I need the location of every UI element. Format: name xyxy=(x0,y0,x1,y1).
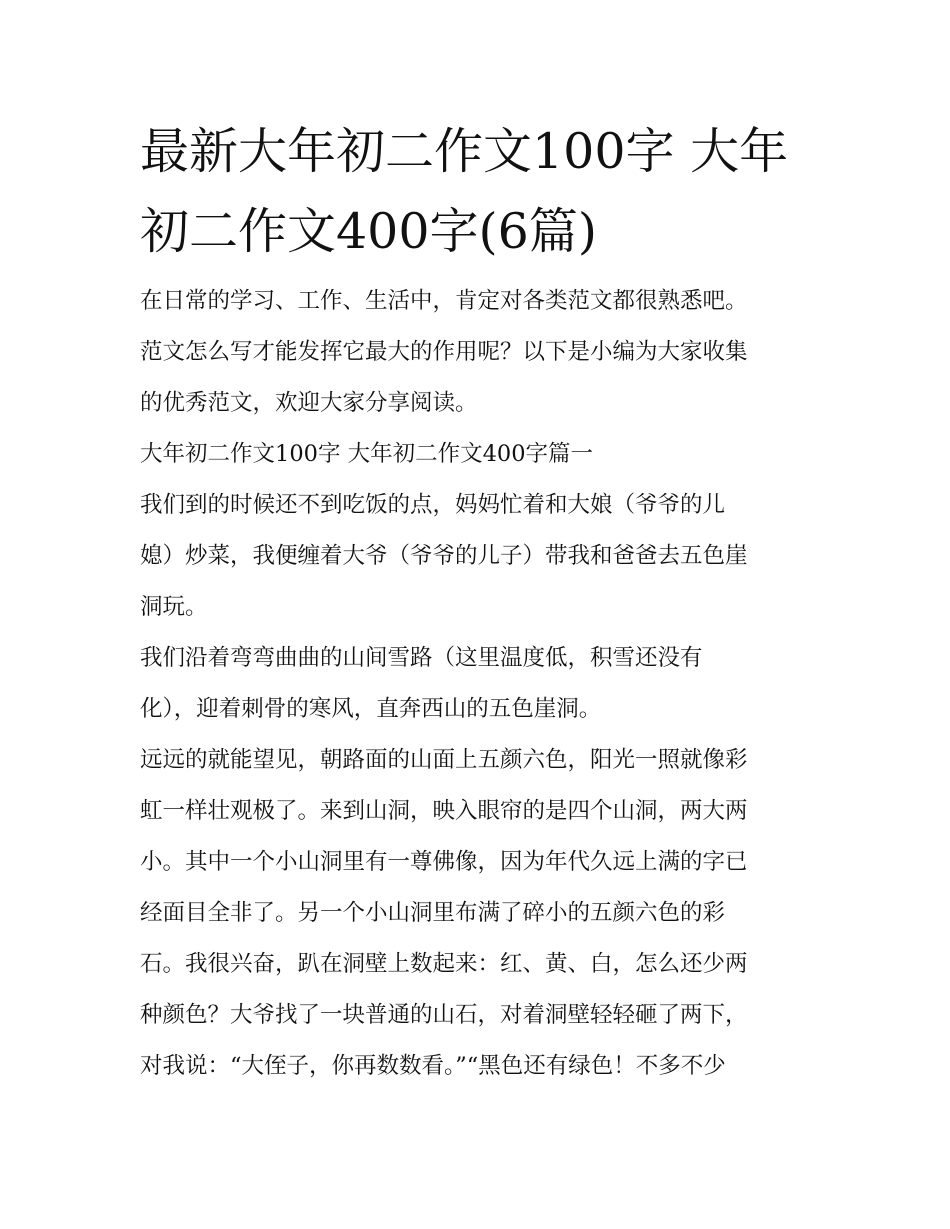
title-line-1: 最新大年初二作文100字 大年 xyxy=(140,123,789,180)
intro-line-1: 在日常的学习、工作、生活中，肯定对各类范文都很熟悉吧。 xyxy=(140,288,748,314)
document-title xyxy=(140,112,820,272)
paragraph-3-line-1: 远远的就能望见，朝路面的山面上五颜六色，阳光一照就像彩 xyxy=(140,747,748,773)
paragraph-3-line-4: 经面目全非了。另一个小山洞里布满了碎小的五颜六色的彩 xyxy=(140,900,726,926)
paragraph-2-line-1: 我们沿着弯弯曲曲的山间雪路（这里温度低，积雪还没有 xyxy=(140,645,703,671)
paragraph-1-line-2: 媳）炒菜，我便缠着大爷（爷爷的儿子）带我和爸爸去五色崖 xyxy=(140,543,748,569)
paragraph-3-line-2: 虹一样壮观极了。来到山洞，映入眼帘的是四个山洞，两大两 xyxy=(140,798,748,824)
intro-line-2: 范文怎么写才能发挥它最大的作用呢？以下是小编为大家收集 xyxy=(140,339,748,365)
section-heading: 大年初二作文100字 大年初二作文400字篇一 xyxy=(140,441,594,467)
paragraph-1-line-1: 我们到的时候还不到吃饭的点，妈妈忙着和大娘（爷爷的儿 xyxy=(140,492,726,518)
paragraph-3-line-6: 种颜色？大爷找了一块普通的山石，对着洞壁轻轻砸了两下， xyxy=(140,1002,748,1028)
intro-line-3: 的优秀范文，欢迎大家分享阅读。 xyxy=(140,390,478,416)
paragraph-3-line-5: 石。我很兴奋，趴在洞壁上数起来：红、黄、白，怎么还少两 xyxy=(140,951,748,977)
paragraph-2-line-2: 化），迎着刺骨的寒风，直奔西山的五色崖洞。 xyxy=(140,696,602,722)
paragraph-3-line-3: 小。其中一个小山洞里有一尊佛像，因为年代久远上满的字已 xyxy=(140,849,748,875)
paragraph-3-line-7: 对我说：“大侄子，你再数数看。”“黑色还有绿色！不多不少 xyxy=(140,1053,726,1079)
paragraph-1-line-3: 洞玩。 xyxy=(140,594,208,620)
title-line-2: 初二作文400字(6篇) xyxy=(140,203,597,260)
